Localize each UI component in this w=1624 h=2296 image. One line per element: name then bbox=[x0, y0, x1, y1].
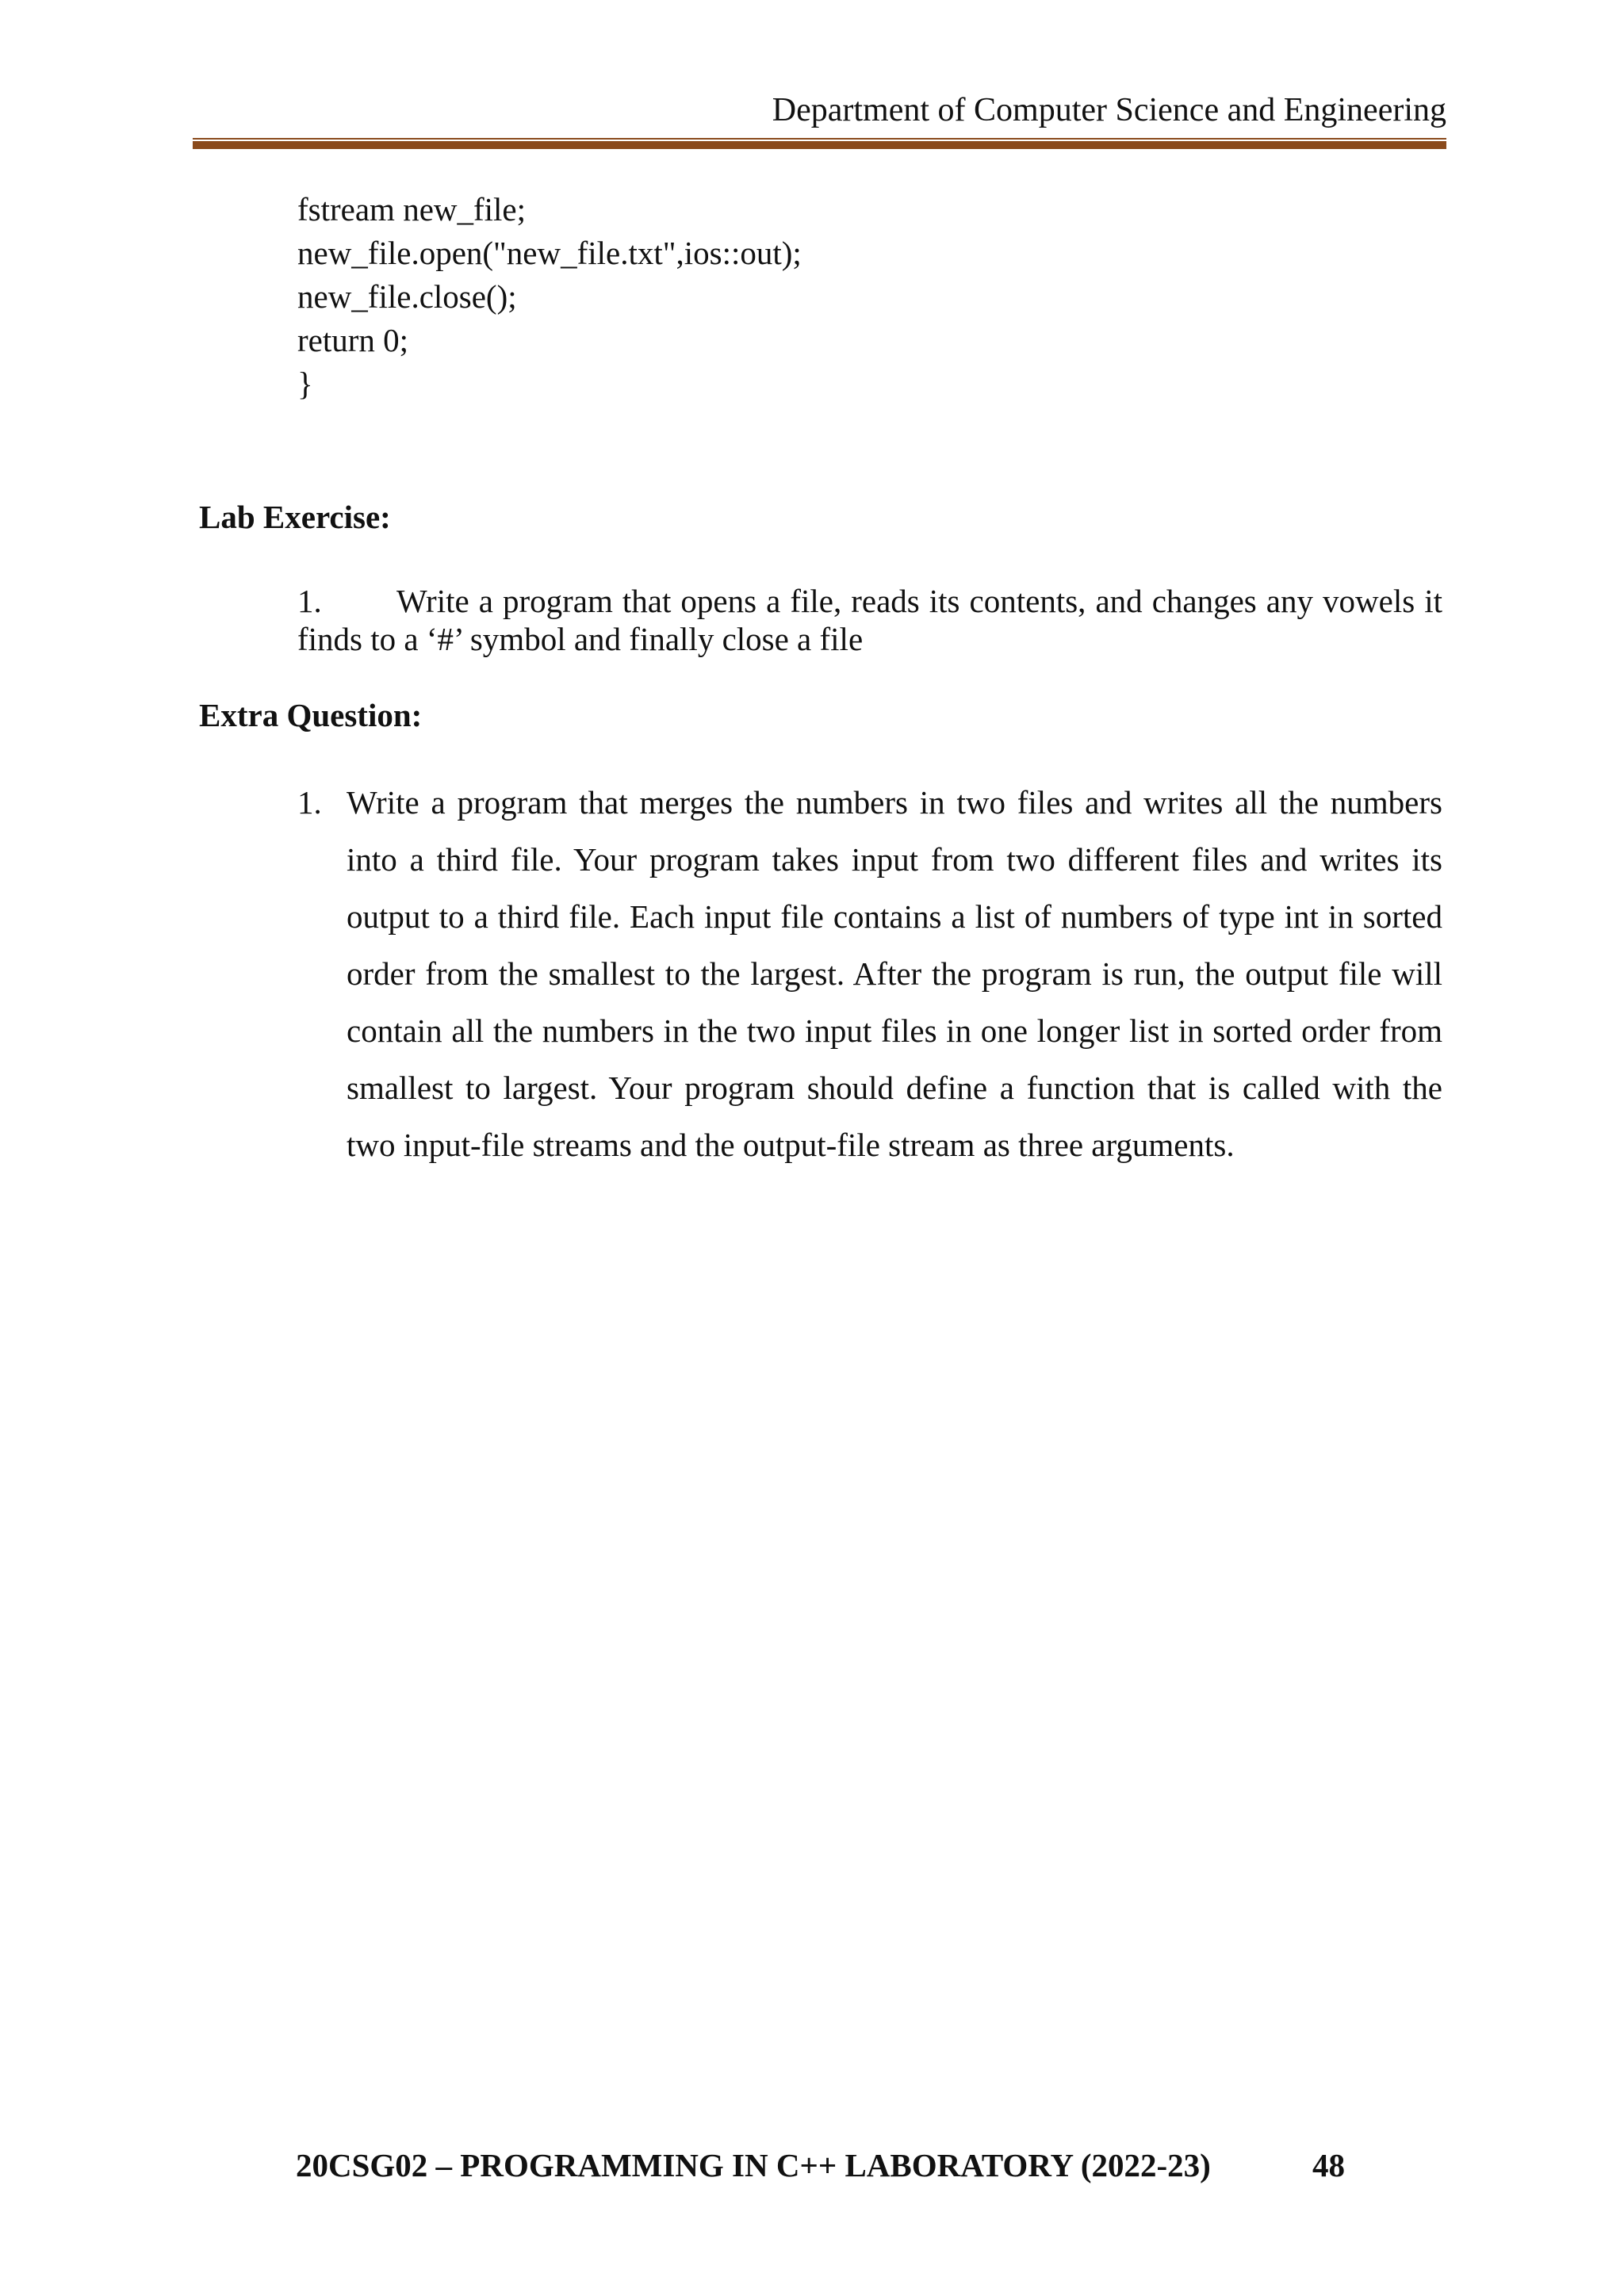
header-rule-thin bbox=[193, 138, 1446, 140]
code-line: return 0; bbox=[297, 322, 409, 358]
code-line: } bbox=[297, 365, 313, 402]
code-line: new_file.close(); bbox=[297, 278, 517, 315]
lab-exercise-text-line2: finds to a ‘#’ symbol and finally close a file bbox=[297, 621, 864, 657]
footer-course-title: 20CSG02 – PROGRAMMING IN C++ LABORATORY (2022-23) bbox=[296, 2147, 1211, 2183]
lab-exercise-text-line1: Write a program that opens a file, reads its contents, and changes any vowels it bbox=[396, 583, 1442, 619]
extra-question-number: 1. bbox=[297, 784, 322, 821]
lab-exercise-number: 1. bbox=[297, 583, 322, 619]
extra-question-item bbox=[297, 774, 1442, 1173]
code-line: new_file.open("new_file.txt",ios::out); bbox=[297, 235, 802, 271]
header-rule-thick bbox=[193, 141, 1446, 149]
lab-exercise-heading: Lab Exercise: bbox=[199, 499, 391, 535]
header-department: Department of Computer Science and Engineering bbox=[772, 92, 1446, 128]
lab-exercise-item bbox=[297, 582, 1442, 658]
extra-question-heading: Extra Question: bbox=[199, 697, 423, 733]
extra-question-text: Write a program that merges the numbers in two files and writes all the numbers into a third file. Your program takes input from two different files and writes its output to a third file. Each input file contains a list of numbers of type int in sorted order from the smallest to the largest. After the program is run, the output file will contain all the numbers in the two input files in one longer list in sorted order from smallest to largest. Your program should define a function that is called with the two input-file streams and the output-file stream as three arguments. bbox=[347, 784, 1442, 1163]
footer-page-number: 48 bbox=[1312, 2147, 1345, 2183]
code-line: fstream new_file; bbox=[297, 191, 527, 228]
